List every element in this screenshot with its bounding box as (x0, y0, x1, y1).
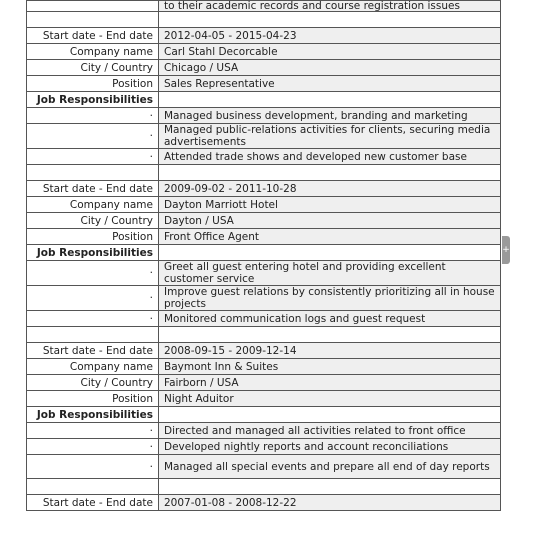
job-position: Front Office Agent (159, 229, 501, 245)
empty-value-cell (159, 92, 501, 108)
dates-label: Start date - End date (27, 28, 159, 44)
table-row (27, 286, 501, 311)
table-row (27, 213, 501, 229)
bullet-marker: · (27, 423, 159, 439)
expand-panel-tab[interactable] (502, 236, 510, 264)
dates-label: Start date - End date (27, 343, 159, 359)
plus-icon: + (502, 245, 510, 255)
responsibilities-header: Job Responsibilities (27, 407, 159, 423)
bullet-marker: · (27, 311, 159, 327)
dates-label: Start date - End date (27, 181, 159, 197)
table-row (27, 455, 501, 479)
job-dates: 2008-09-15 - 2009-12-14 (159, 343, 501, 359)
job-dates: 2009-09-02 - 2011-10-28 (159, 181, 501, 197)
table-row (27, 229, 501, 245)
table-row (27, 311, 501, 327)
dates-label: Start date - End date (27, 495, 159, 511)
table-row (27, 44, 501, 60)
table-row (27, 76, 501, 92)
table-row (27, 92, 501, 108)
city-label: City / Country (27, 60, 159, 76)
position-label: Position (27, 391, 159, 407)
responsibility-item: Greet all guest entering hotel and providing excellent customer service (159, 261, 501, 286)
city-label: City / Country (27, 375, 159, 391)
responsibility-item: Attended trade shows and developed new customer base (159, 149, 501, 165)
responsibilities-header: Job Responsibilities (27, 245, 159, 261)
empty-value-cell (159, 407, 501, 423)
table-row (27, 359, 501, 375)
experience-table (26, 0, 501, 511)
responsibility-item: Improve guest relations by consistently prioritizing all in house projects (159, 286, 501, 311)
table-row (27, 181, 501, 197)
table-row (27, 495, 501, 511)
company-label: Company name (27, 359, 159, 375)
bullet-marker: · (27, 455, 159, 479)
job-dates: 2007-01-08 - 2008-12-22 (159, 495, 501, 511)
responsibility-item: Directed and managed all activities related to front office (159, 423, 501, 439)
table-row (27, 108, 501, 124)
table-row (27, 124, 501, 149)
city-label: City / Country (27, 213, 159, 229)
responsibility-item: Managed all special events and prepare all end of day reports (159, 455, 501, 479)
job-city: Chicago / USA (159, 60, 501, 76)
table-row (27, 343, 501, 359)
table-row (27, 391, 501, 407)
position-label: Position (27, 76, 159, 92)
spacer-row (27, 327, 501, 343)
spacer-row (27, 165, 501, 181)
job-position: Sales Representative (159, 76, 501, 92)
empty-label-cell (27, 1, 159, 12)
table-row (27, 423, 501, 439)
table-row (27, 375, 501, 391)
job-dates: 2012-04-05 - 2015-04-23 (159, 28, 501, 44)
table-row (27, 60, 501, 76)
previous-responsibility: to their academic records and course registration issues (159, 1, 501, 12)
job-city: Fairborn / USA (159, 375, 501, 391)
job-company: Baymont Inn & Suites (159, 359, 501, 375)
responsibility-item: Developed nightly reports and account reconciliations (159, 439, 501, 455)
responsibility-item: Monitored communication logs and guest request (159, 311, 501, 327)
responsibility-item: Managed public-relations activities for clients, securing media advertisements (159, 124, 501, 149)
job-city: Dayton / USA (159, 213, 501, 229)
table-row (27, 149, 501, 165)
bullet-marker: · (27, 108, 159, 124)
table-row (27, 407, 501, 423)
table-row (27, 439, 501, 455)
bullet-marker: · (27, 149, 159, 165)
job-company: Carl Stahl Decorcable (159, 44, 501, 60)
bullet-marker: · (27, 261, 159, 286)
table-row (27, 261, 501, 286)
resume-document (26, 0, 501, 511)
spacer-row (27, 12, 501, 28)
position-label: Position (27, 229, 159, 245)
company-label: Company name (27, 197, 159, 213)
responsibilities-header: Job Responsibilities (27, 92, 159, 108)
empty-value-cell (159, 245, 501, 261)
job-company: Dayton Marriott Hotel (159, 197, 501, 213)
spacer-row (27, 479, 501, 495)
bullet-marker: · (27, 439, 159, 455)
company-label: Company name (27, 44, 159, 60)
job-position: Night Aduitor (159, 391, 501, 407)
table-row (27, 28, 501, 44)
table-row (27, 197, 501, 213)
table-row (27, 245, 501, 261)
table-row (27, 1, 501, 12)
bullet-marker: · (27, 124, 159, 149)
bullet-marker: · (27, 286, 159, 311)
responsibility-item: Managed business development, branding and marketing (159, 108, 501, 124)
